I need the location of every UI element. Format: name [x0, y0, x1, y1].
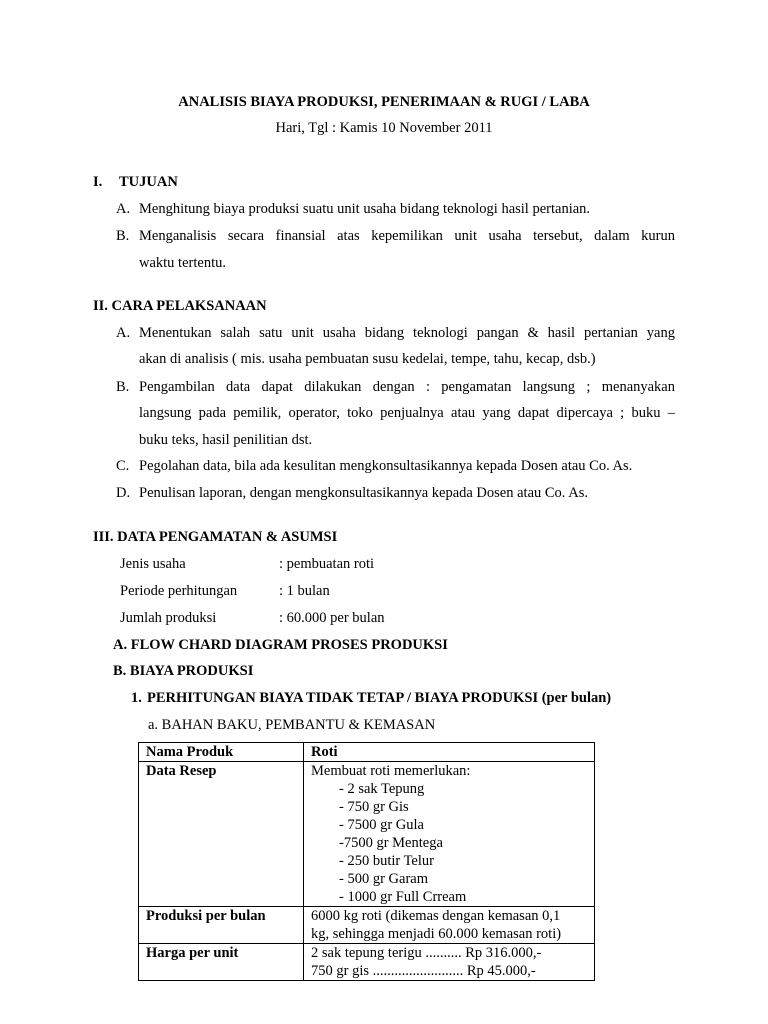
item-a-heading: a. BAHAN BAKU, PEMBANTU & KEMASAN: [148, 717, 436, 733]
section-2-item-d-text: Penulisan laporan, dengan mengkonsultasikannya kepada Dosen atau Co. As.: [139, 485, 588, 501]
section-1-item-b-mark: B.: [116, 228, 130, 244]
section-2-item-d-mark: D.: [116, 485, 131, 501]
resep-item: - 500 gr Garam: [339, 871, 428, 887]
section-3-heading: III. DATA PENGAMATAN & ASUMSI: [93, 529, 338, 545]
resep-item: - 7500 gr Gula: [339, 817, 424, 833]
section-2-item-b-line3: buku teks, hasil penilitian dst.: [139, 432, 313, 448]
table-header-roti: Roti: [304, 743, 595, 762]
subsection-b-heading: B. BIAYA PRODUKSI: [113, 663, 254, 679]
item-1-heading: PERHITUNGAN BIAYA TIDAK TETAP / BIAYA PRODUKSI (per bulan): [147, 690, 612, 706]
table-row: [139, 944, 595, 981]
table-cell-harga: [304, 944, 595, 981]
table-row: [139, 762, 595, 907]
resep-table: [138, 742, 595, 981]
resep-item: - 2 sak Tepung: [339, 781, 425, 797]
resep-item: - 250 butir Telur: [339, 853, 434, 869]
harga-line: 750 gr gis ......................... Rp 45.000,-: [311, 963, 536, 979]
section-2-item-a-line2: akan di analisis ( mis. usaha pembuatan susu kedelai, tempe, tahu, kecap, dsb.): [139, 351, 596, 367]
document-title: ANALISIS BIAYA PRODUKSI, PENERIMAAN & RUGI / LABA: [178, 94, 590, 110]
section-2-item-b-line1: Pengambilan data dapat dilakukan dengan : pengamatan langsung ; menanyakan: [139, 379, 675, 395]
table-header-nama-produk: Nama Produk: [139, 743, 304, 762]
data-label-jumlah-produksi: Jumlah produksi: [120, 610, 217, 626]
document-date: Hari, Tgl : Kamis 10 November 2011: [275, 120, 493, 136]
table-cell-produksi: [304, 907, 595, 944]
data-value-jenis-usaha: : pembuatan roti: [279, 556, 375, 572]
data-value-jumlah-produksi: : 60.000 per bulan: [279, 610, 385, 626]
produksi-line: kg, sehingga menjadi 60.000 kemasan roti): [311, 926, 562, 942]
table-row: [139, 743, 595, 762]
section-1-item-b-line2: waktu tertentu.: [139, 255, 226, 271]
resep-item: -7500 gr Mentega: [339, 835, 443, 851]
section-1-heading: TUJUAN: [119, 174, 178, 190]
subsection-a-heading: A. FLOW CHARD DIAGRAM PROSES PRODUKSI: [113, 637, 448, 653]
section-2-item-c-mark: C.: [116, 458, 130, 474]
table-cell-data-resep: [304, 762, 595, 907]
section-2-item-a-line1: Menentukan salah satu unit usaha bidang teknologi pangan & hasil pertanian yang: [139, 325, 675, 341]
data-label-jenis-usaha: Jenis usaha: [120, 556, 186, 572]
table-label-data-resep: Data Resep: [139, 762, 304, 907]
section-2-item-c-text: Pegolahan data, bila ada kesulitan mengkonsultasikannya kepada Dosen atau Co. As.: [139, 458, 633, 474]
section-2-item-b-line2: langsung pada pemilik, operator, toko penjualnya atau yang dapat dipercaya ; buku –: [139, 405, 675, 421]
section-1-item-b-line1: Menganalisis secara finansial atas kepemilikan unit usaha tersebut, dalam kurun: [139, 228, 675, 244]
produksi-line: 6000 kg roti (dikemas dengan kemasan 0,1: [311, 908, 561, 924]
table-row: [139, 907, 595, 944]
section-2-item-b-mark: B.: [116, 379, 130, 395]
resep-intro: Membuat roti memerlukan:: [311, 763, 471, 779]
section-1-item-a-text: Menghitung biaya produksi suatu unit usaha bidang teknologi hasil pertanian.: [139, 201, 591, 217]
resep-item: - 1000 gr Full Crream: [339, 889, 467, 905]
resep-item: - 750 gr Gis: [339, 799, 409, 815]
harga-line: 2 sak tepung terigu .......... Rp 316.000,-: [311, 945, 542, 961]
section-1-item-a-mark: A.: [116, 201, 131, 217]
section-2-heading: II. CARA PELAKSANAAN: [93, 298, 267, 314]
data-value-periode: : 1 bulan: [279, 583, 330, 599]
table-label-harga: Harga per unit: [139, 944, 304, 981]
section-1-number: I.: [93, 174, 103, 190]
item-1-number: 1.: [131, 690, 142, 706]
section-2-item-a-mark: A.: [116, 325, 131, 341]
table-label-produksi: Produksi per bulan: [139, 907, 304, 944]
data-label-periode: Periode perhitungan: [120, 583, 238, 599]
